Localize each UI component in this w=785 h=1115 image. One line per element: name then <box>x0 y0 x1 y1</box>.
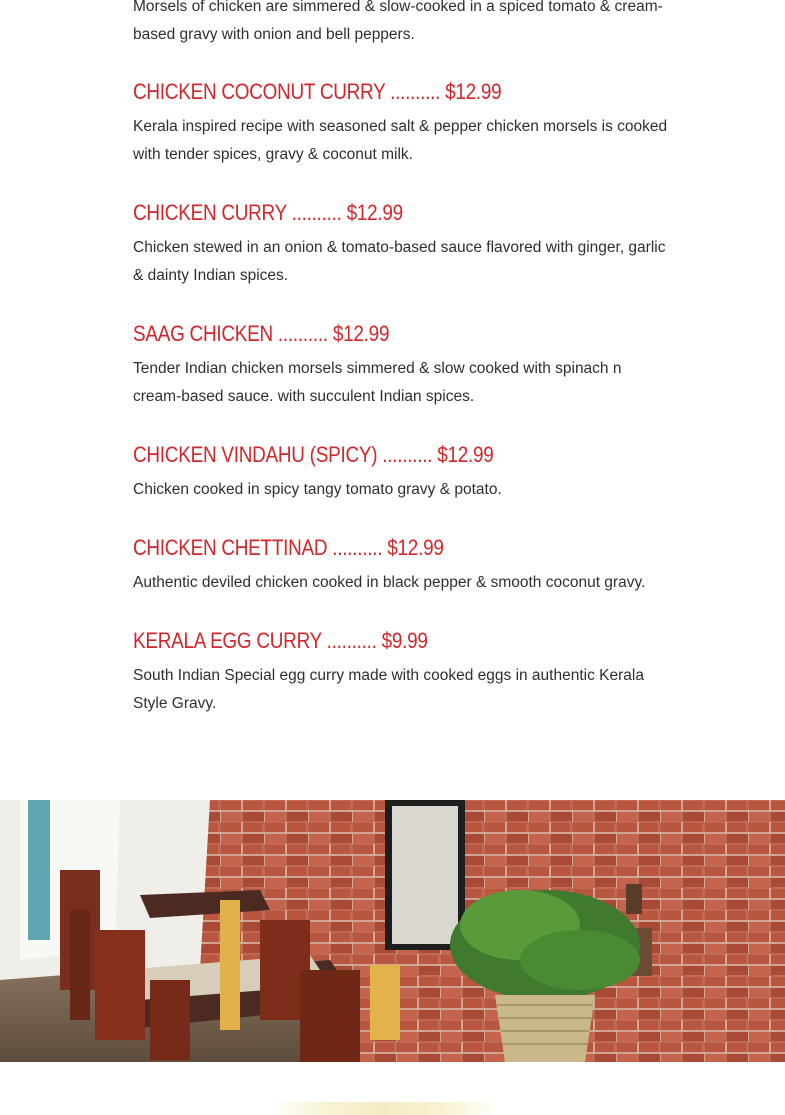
menu-item-description: Tender Indian chicken morsels simmered & slow cooked with spinach n cream-based sauce. with succulent Indian spices. <box>133 360 622 405</box>
next-section-heading-hint <box>270 1102 500 1115</box>
menu-item-chicken-vindahu <box>133 441 673 504</box>
menu-item-description: Chicken cooked in spicy tangy tomato gravy & potato. <box>133 481 502 498</box>
menu-item-description: Morsels of chicken are simmered & slow-cooked in a spiced tomato & cream-based gravy with onion and bell peppers. <box>133 0 663 43</box>
menu-item-chicken-curry <box>133 199 673 290</box>
menu-item-description: Authentic deviled chicken cooked in black pepper & smooth coconut gravy. <box>133 574 646 591</box>
menu-item-intro <box>133 0 673 49</box>
menu-item-title: CHICKEN VINDAHU (SPICY) .......... $12.99 <box>133 442 494 467</box>
menu-item-title: CHICKEN CURRY .......... $12.99 <box>133 200 403 225</box>
menu-item-chicken-coconut-curry <box>133 78 673 169</box>
menu-item-kerala-egg-curry <box>133 627 673 718</box>
menu-item-title: CHICKEN CHETTINAD .......... $12.99 <box>133 535 444 560</box>
menu-item-description: Chicken stewed in an onion & tomato-based sauce flavored with ginger, garlic & dainty Indian spices. <box>133 239 666 284</box>
restaurant-interior-photo <box>0 800 785 1062</box>
menu-item-chicken-chettinad <box>133 534 673 597</box>
menu-item-title: SAAG CHICKEN .......... $12.99 <box>133 321 390 346</box>
menu-item-title: KERALA EGG CURRY .......... $9.99 <box>133 628 428 653</box>
menu-item-description: South Indian Special egg curry made with cooked eggs in authentic Kerala Style Gravy. <box>133 667 644 712</box>
menu-item-saag-chicken <box>133 320 673 411</box>
menu-item-title: CHICKEN COCONUT CURRY .......... $12.99 <box>133 79 502 104</box>
menu-item-description: Kerala inspired recipe with seasoned salt & pepper chicken morsels is cooked with tender spices, gravy & coconut milk. <box>133 118 668 163</box>
